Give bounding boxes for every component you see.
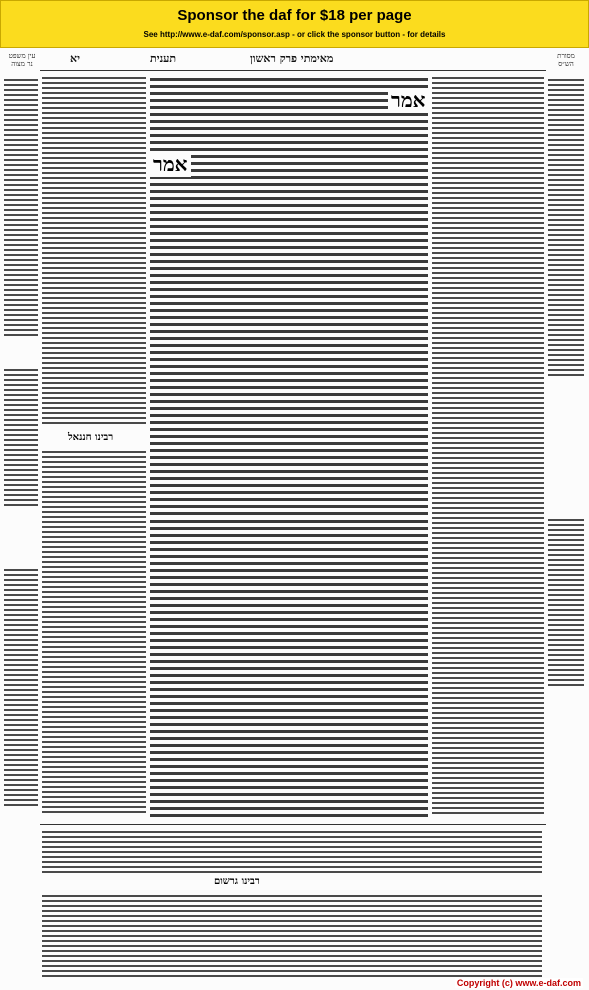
sponsor-subtitle[interactable]: See http://www.e-daf.com/sponsor.asp - or click the sponsor button - for details (143, 30, 446, 39)
footnote-strip (42, 830, 542, 874)
sponsor-title[interactable]: Sponsor the daf for $18 per page (177, 7, 412, 24)
copyright-notice[interactable]: Copyright (c) www.e-daf.com (456, 978, 581, 988)
tractate-name: תענית (150, 52, 177, 65)
margin-notes-right (548, 78, 584, 378)
margin-notes-left-mid (4, 368, 38, 508)
chapter-name: מאימתי פרק ראשון (250, 52, 334, 65)
rabbeinu-chananel-column (42, 450, 146, 814)
masoret-label: מסורת הש״ס (557, 52, 575, 68)
header-rule (40, 70, 546, 71)
gemara-opening-word: אמר (388, 88, 429, 113)
tosafot-column (42, 76, 146, 426)
margin-notes-left-lower (4, 568, 38, 808)
margin-notes-left (4, 78, 38, 338)
bottom-commentary (42, 894, 542, 980)
sponsor-banner[interactable] (0, 0, 589, 48)
ein-mishpat-label: עין משפט נר מצוה (8, 52, 36, 68)
gemara-text-upper (150, 76, 428, 518)
footer-rule (40, 824, 546, 825)
gemara-second-word: אמר (150, 152, 191, 177)
rabbeinu-chananel-heading: רבינו חננאל (64, 432, 117, 443)
rabbeinu-gershom-heading: רבינו גרשום (210, 876, 264, 887)
page-number: יא (70, 52, 80, 65)
margin-notes-right-lower (548, 518, 584, 688)
gemara-text-lower (150, 518, 428, 818)
rashi-column (432, 76, 544, 814)
talmud-page (0, 48, 589, 990)
